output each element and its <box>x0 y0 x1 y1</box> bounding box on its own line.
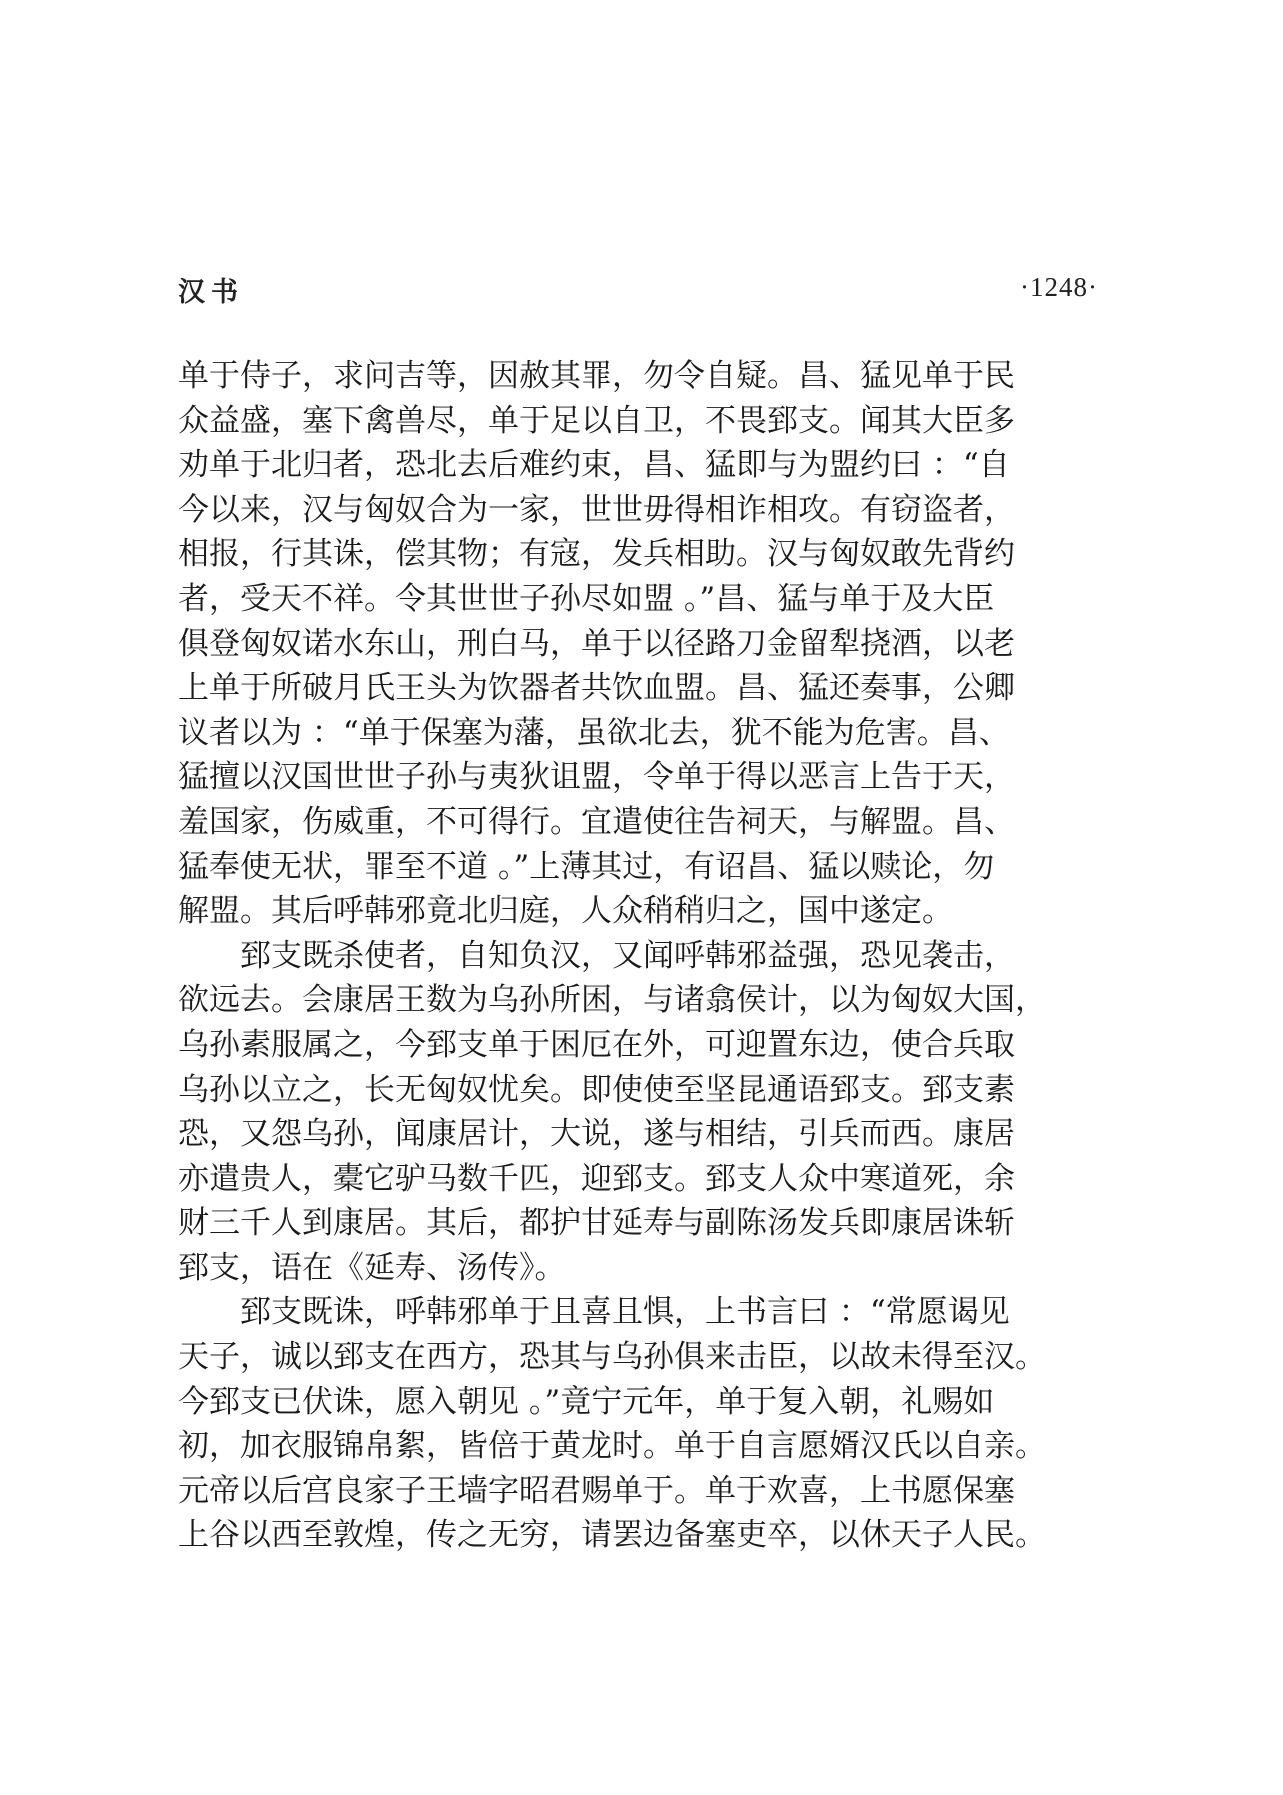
page-number: ·1248· <box>1020 272 1098 302</box>
text-line: 郅支既杀使者，自知负汉，又闻呼韩邪益强，恐见袭击， <box>240 937 1015 974</box>
text-line: 劝单于北归者，恐北去后难约束，昌、猛即与为盟约曰 ：“自 <box>178 447 1010 484</box>
text-line: 单于侍子，求问吉等，因赦其罪，勿令自疑。昌、猛见单于民 <box>178 358 1015 394</box>
text-line: 解盟。其后呼韩邪竟北归庭，人众稍稍归之，国中遂定。 <box>178 893 953 930</box>
text-line: 上谷以西至敦煌，传之无穷，请罢边备塞吏卒，以休天子人民。 <box>178 1517 1046 1554</box>
text-line: 猛擅以汉国世世子孙与夷狄诅盟，令单于得以恶言上告于天， <box>178 759 1015 796</box>
text-line: 众益盛，塞下禽兽尽，单于足以自卫，不畏郅支。闻其大臣多 <box>178 402 1015 439</box>
text-line: 上单于所破月氏王头为饮器者共饮血盟。昌、猛还奏事，公卿 <box>178 670 1015 707</box>
text-line: 元帝以后宫良家子王墙字昭君赐单于。单于欢喜，上书愿保塞 <box>178 1472 1015 1509</box>
text-line: 羞国家，伤威重，不可得行。宜遣使往告祠天，与解盟。昌、 <box>178 803 1015 840</box>
text-line: 恐，又怨乌孙，闻康居计，大说，遂与相结，引兵而西。康居 <box>178 1116 1015 1153</box>
page-header <box>178 270 1098 310</box>
text-line: 财三千人到康居。其后，都护甘延寿与副陈汤发兵即康居诛斩 <box>178 1205 1015 1242</box>
text-line: 郅支，语在《延寿、汤传》。 <box>178 1249 566 1286</box>
text-line: 议者以为 ：“单于保塞为藩，虽欲北去，犹不能为危害。昌、 <box>178 714 1010 751</box>
book-title: 汉书 <box>178 277 244 308</box>
text-line: 乌孙以立之，长无匈奴忧矣。即使使至坚昆通语郅支。郅支素 <box>178 1071 1015 1108</box>
text-line: 欲远去。会康居王数为乌孙所困，与诸翕侯计，以为匈奴大国， <box>178 982 1046 1019</box>
text-line: 亦遣贵人，橐它驴马数千匹，迎郅支。郅支人众中寒道死，余 <box>178 1160 1015 1197</box>
text-line: 者，受天不祥。令其世世子孙尽如盟 。”昌、猛与单于及大臣 <box>178 580 995 617</box>
text-line: 天子，诚以郅支在西方，恐其与乌孙俱来击臣，以故未得至汉。 <box>178 1339 1046 1376</box>
text-line: 相报，行其诛，偿其物；有寇，发兵相助。汉与匈奴敢先背约 <box>178 536 1015 573</box>
text-line: 乌孙素服属之，今郅支单于困厄在外，可迎置东边，使合兵取 <box>178 1026 1015 1063</box>
text-line: 俱登匈奴诺水东山，刑白马，单于以径路刀金留犁挠酒，以老 <box>178 625 1015 662</box>
text-line: 今以来，汉与匈奴合为一家，世世毋得相诈相攻。有窃盗者， <box>178 491 1015 528</box>
text-line: 郅支既诛，呼韩邪单于且喜且惧，上书言曰 ：“常愿谒见 <box>240 1294 1010 1331</box>
text-line: 猛奉使无状，罪至不道 。”上薄其过，有诏昌、猛以赎论，勿 <box>178 848 995 885</box>
body-text <box>178 354 1083 1558</box>
text-line: 初，加衣服锦帛絮，皆倍于黄龙时。单于自言愿婿汉氏以自亲。 <box>178 1428 1046 1465</box>
text-line: 今郅支已伏诛，愿入朝见 。”竟宁元年，单于复入朝，礼赐如 <box>178 1383 995 1420</box>
